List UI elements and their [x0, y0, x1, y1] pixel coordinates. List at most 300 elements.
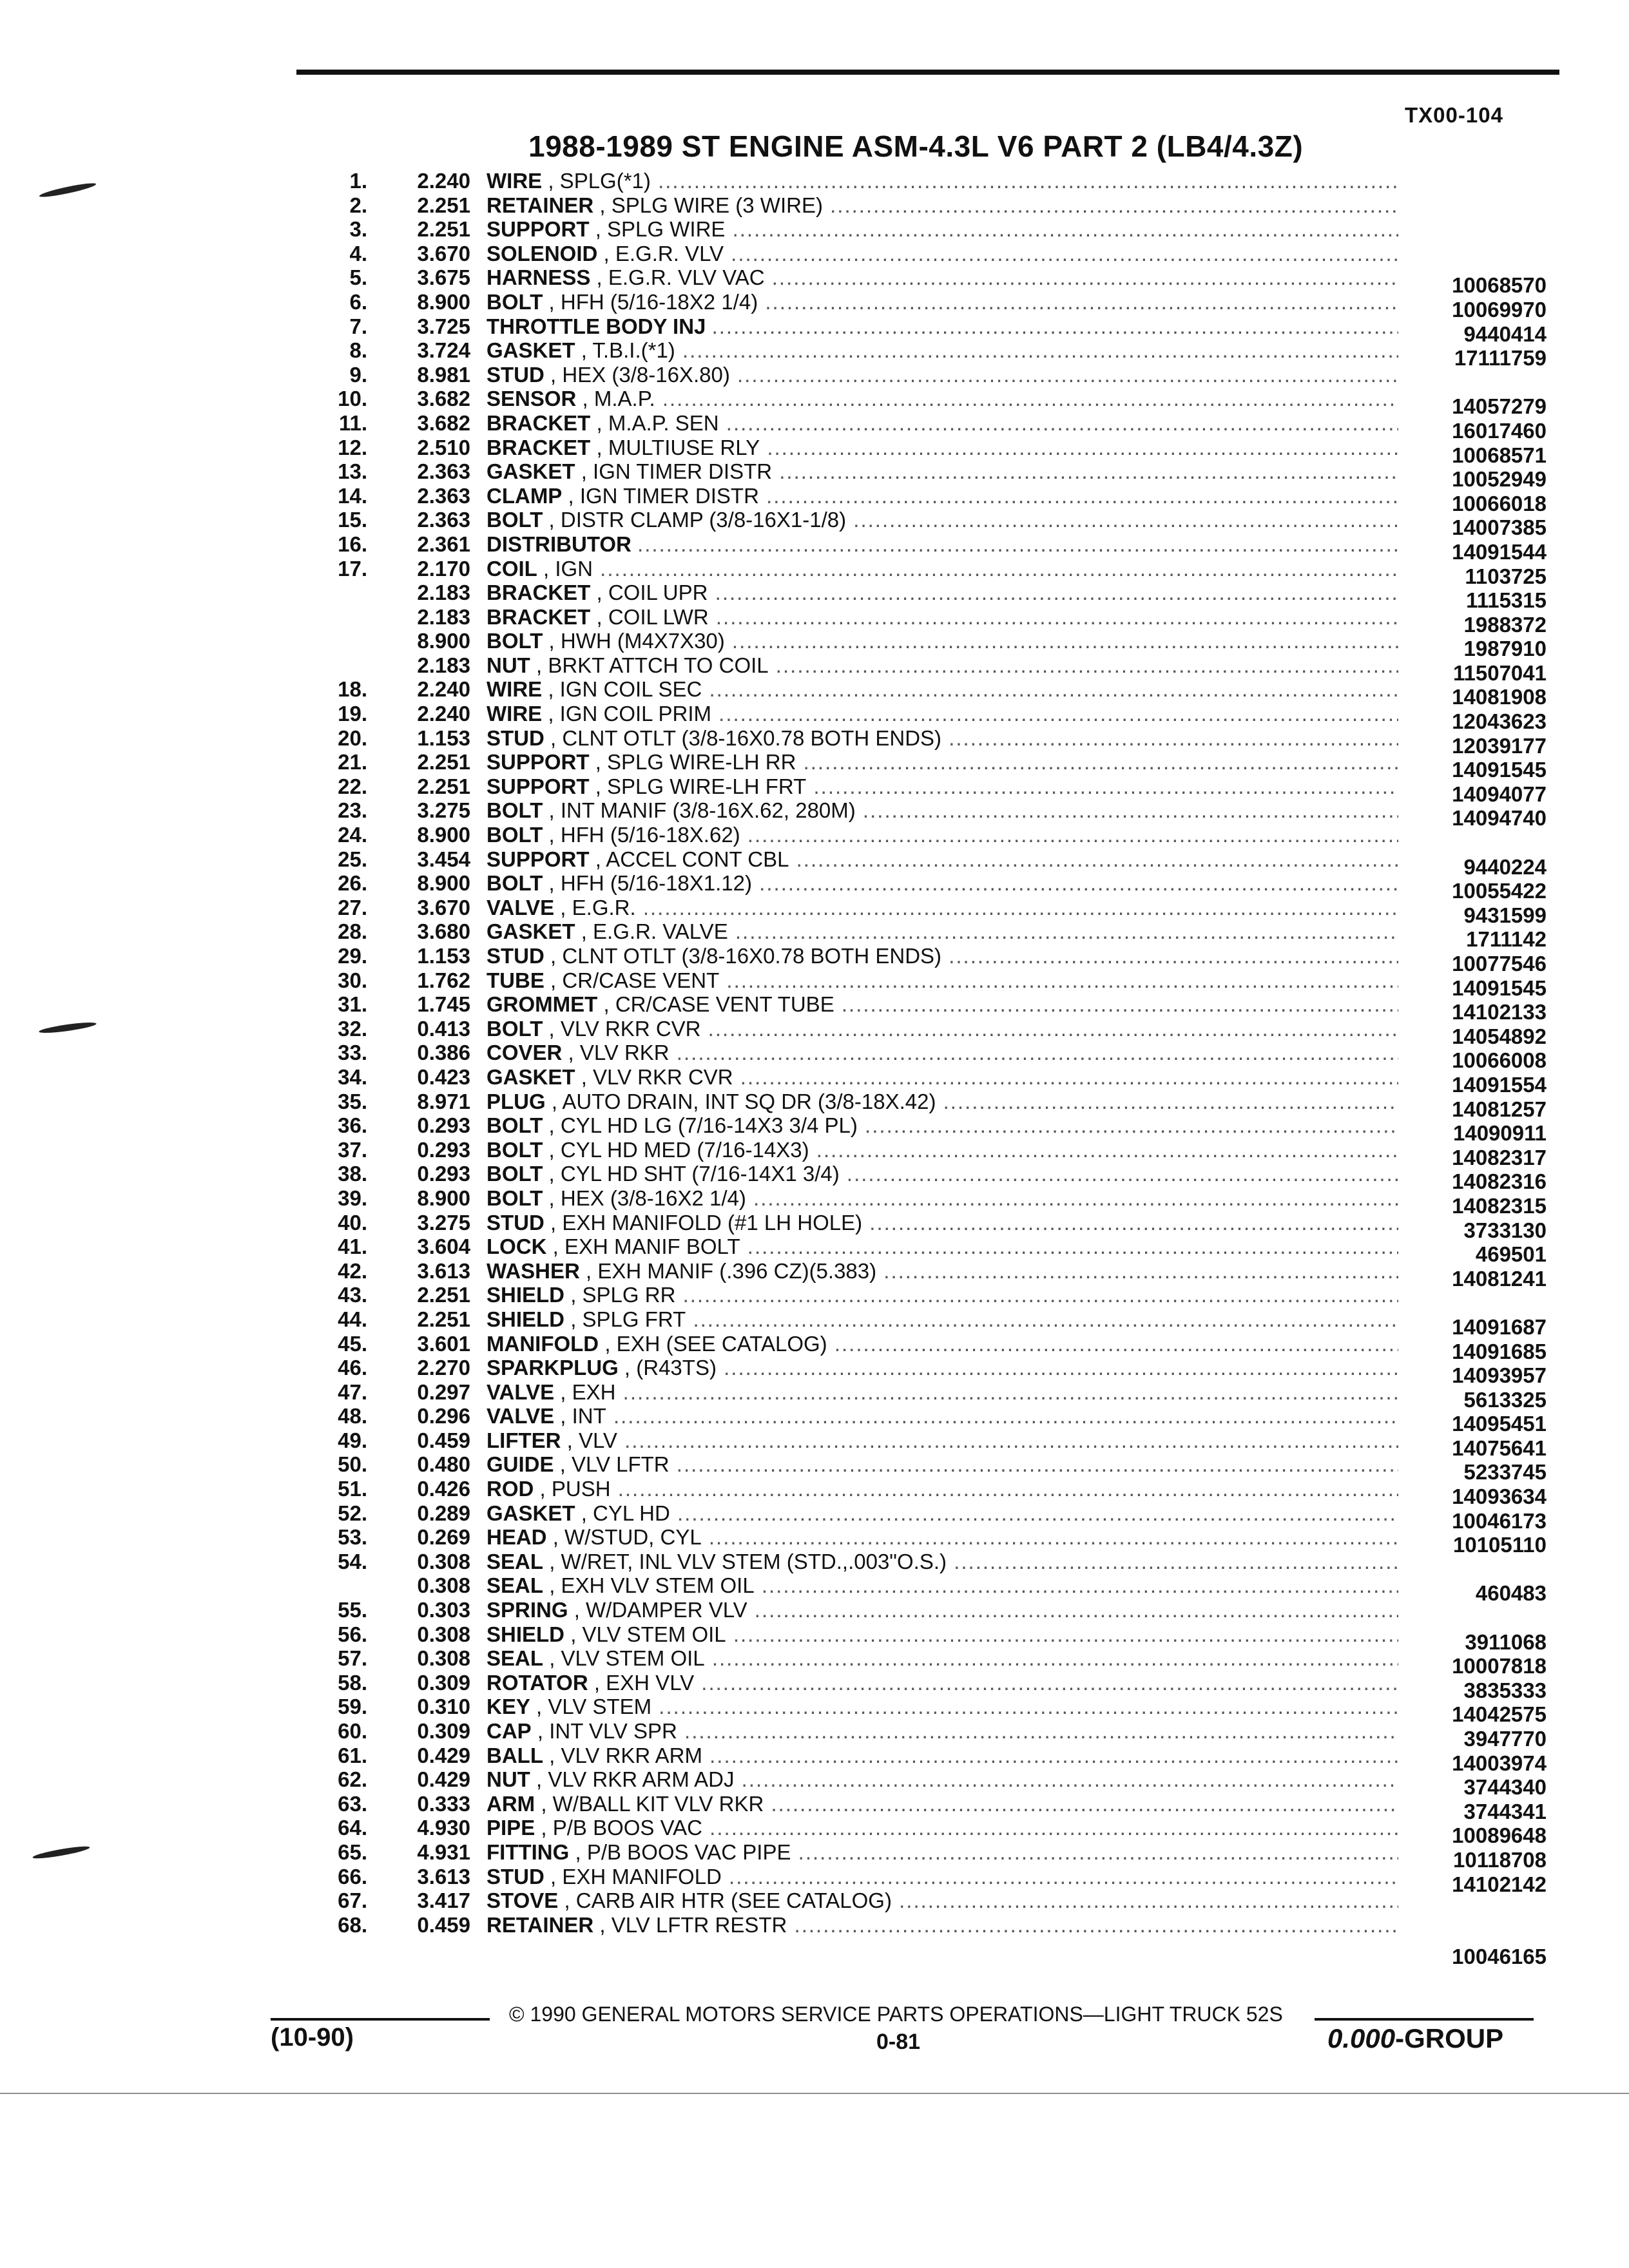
part-number: 14102142	[1452, 1872, 1547, 1896]
part-ref-number: 21.	[338, 750, 367, 774]
part-row	[322, 1743, 1547, 1775]
part-row	[322, 1089, 1547, 1121]
footer-group	[1327, 2023, 1503, 2054]
part-number: 5233745	[1463, 1460, 1547, 1485]
part-spec: , M.A.P. SEN	[596, 410, 719, 435]
part-ref-number: 6.	[349, 289, 367, 314]
part-spec: , VLV RKR ARM	[549, 1743, 702, 1767]
part-ref-number: 46.	[338, 1356, 367, 1380]
part-group-number: 0.308	[417, 1549, 470, 1573]
part-number: 1711142	[1466, 927, 1547, 952]
footer-rule	[1315, 2018, 1534, 2021]
part-ref-number: 13.	[338, 459, 367, 484]
part-group-number: 3.613	[417, 1864, 470, 1888]
part-spec: , SPLG(*1)	[548, 169, 651, 193]
part-number: 14082317	[1452, 1145, 1547, 1169]
part-ref-number: 62.	[338, 1767, 367, 1792]
part-name: SHIELD	[487, 1283, 565, 1307]
part-ref-number: 31.	[338, 992, 367, 1017]
part-number: 14091687	[1452, 1314, 1547, 1339]
part-description	[487, 1452, 1398, 1477]
part-spec: , EXH (SEE CATALOG)	[604, 1331, 827, 1356]
part-ref-number: 9.	[349, 362, 367, 387]
part-spec: , VLV STEM OIL	[549, 1646, 705, 1671]
part-spec: , HEX (3/8-16X.80)	[550, 362, 730, 387]
part-group-number: 2.363	[417, 483, 470, 508]
part-row	[322, 1404, 1547, 1436]
part-spec: , T.B.I.(*1)	[581, 338, 675, 363]
part-name: THROTTLE BODY INJ	[487, 314, 706, 338]
part-spec: , W/BALL KIT VLV RKR	[541, 1791, 764, 1816]
part-ref-number: 12.	[338, 435, 367, 459]
part-row	[322, 1913, 1547, 1937]
part-description	[487, 1211, 1398, 1235]
part-name: MANIFOLD	[487, 1331, 599, 1356]
part-group-number: 2.170	[417, 556, 470, 581]
part-number: 14094077	[1452, 782, 1547, 806]
part-ref-number: 44.	[338, 1307, 367, 1331]
part-name: COVER	[487, 1041, 563, 1065]
part-name: BOLT	[487, 1186, 543, 1210]
part-group-number: 2.251	[417, 1283, 470, 1307]
part-group-number: 2.251	[417, 774, 470, 798]
parts-list	[322, 169, 1547, 1969]
part-number: 10046173	[1452, 1508, 1547, 1533]
part-ref-number: 30.	[338, 968, 367, 992]
part-number: 14042575	[1452, 1702, 1547, 1727]
part-name: VALVE	[487, 895, 555, 919]
part-description	[487, 193, 1398, 218]
part-ref-number: 60.	[338, 1719, 367, 1743]
part-spec: , SPLG RR	[570, 1283, 676, 1307]
part-row	[322, 1379, 1547, 1412]
part-group-number: 3.724	[417, 338, 470, 363]
part-spec: , SPLG WIRE-LH FRT	[595, 774, 807, 798]
part-group-number: 3.682	[417, 387, 470, 411]
part-number: 17111759	[1454, 346, 1547, 370]
part-description	[487, 1113, 1398, 1138]
part-group-number: 0.297	[417, 1379, 470, 1404]
part-spec: , ACCEL CONT CBL	[595, 847, 789, 871]
part-description	[487, 1598, 1398, 1622]
part-description	[487, 1816, 1398, 1840]
part-number: 9440224	[1463, 854, 1547, 879]
part-group-number: 2.183	[417, 653, 470, 677]
part-number: 3947770	[1463, 1727, 1547, 1751]
part-name: GASKET	[487, 1064, 575, 1089]
part-name: SPRING	[487, 1598, 568, 1622]
part-group-number: 0.459	[417, 1428, 470, 1452]
part-ref-number: 38.	[338, 1162, 367, 1186]
part-description	[487, 1573, 1398, 1598]
part-group-number: 0.480	[417, 1452, 470, 1477]
part-group-number: 3.454	[417, 847, 470, 871]
part-description	[487, 1065, 1398, 1090]
part-number: 11507041	[1452, 660, 1547, 685]
part-spec: , INT	[560, 1404, 606, 1428]
part-spec: , EXH MANIF BOLT	[552, 1235, 740, 1259]
part-ref-number: 52.	[338, 1501, 367, 1525]
part-description	[487, 702, 1398, 726]
part-spec: , CR/CASE VENT TUBE	[603, 992, 834, 1017]
part-description	[487, 1671, 1398, 1695]
part-description	[487, 944, 1398, 968]
part-description	[487, 314, 1398, 339]
part-ref-number: 43.	[338, 1283, 367, 1307]
scan-mark	[32, 1844, 90, 1860]
part-row	[322, 1235, 1547, 1267]
part-row	[322, 1840, 1547, 1872]
part-group-number: 0.429	[417, 1743, 470, 1767]
part-group-number: 0.293	[417, 1162, 470, 1186]
part-ref-number: 48.	[338, 1404, 367, 1428]
part-name: BRACKET	[487, 435, 591, 459]
part-group-number: 8.900	[417, 871, 470, 896]
part-group-number: 0.413	[417, 1016, 470, 1041]
part-row	[322, 169, 1547, 193]
part-group-number: 0.459	[417, 1912, 470, 1937]
part-spec: , W/RET, INL VLV STEM (STD.,.003"O.S.)	[549, 1549, 947, 1573]
part-group-number: 3.670	[417, 895, 470, 919]
part-ref-number: 24.	[338, 823, 367, 847]
part-number: 12039177	[1452, 733, 1547, 758]
part-group-number: 0.308	[417, 1622, 470, 1646]
part-ref-number: 42.	[338, 1258, 367, 1283]
part-spec: , IGN TIMER DISTR	[581, 459, 773, 484]
part-name: SUPPORT	[487, 217, 590, 242]
part-number: 14075641	[1452, 1436, 1547, 1460]
part-description	[487, 459, 1398, 484]
part-spec: , INT VLV SPR	[537, 1719, 677, 1743]
part-spec: , IGN TIMER DISTR	[568, 483, 759, 508]
part-number: 3744340	[1463, 1775, 1547, 1800]
part-group-number: 3.613	[417, 1258, 470, 1283]
part-group-number: 2.363	[417, 508, 470, 532]
part-spec: , AUTO DRAIN, INT SQ DR (3/8-18X.42)	[551, 1089, 936, 1113]
part-name: NUT	[487, 653, 530, 677]
footer-rule	[271, 2018, 490, 2021]
part-number: 10007818	[1452, 1654, 1547, 1678]
part-row	[322, 532, 1547, 564]
part-name: STUD	[487, 944, 545, 968]
part-spec: , COIL UPR	[596, 581, 708, 605]
part-name: LIFTER	[487, 1428, 561, 1452]
part-name: SOLENOID	[487, 241, 598, 265]
part-number: 10068570	[1452, 273, 1547, 298]
part-description	[487, 1404, 1398, 1428]
part-ref-number: 25.	[338, 847, 367, 871]
part-row	[322, 774, 1547, 806]
part-name: WASHER	[487, 1258, 580, 1283]
part-group-number: 3.675	[417, 265, 470, 290]
part-name: SEAL	[487, 1646, 544, 1671]
part-row	[322, 847, 1547, 879]
part-group-number: 2.183	[417, 604, 470, 629]
part-description	[487, 1307, 1398, 1332]
part-description	[487, 290, 1398, 314]
page-title: 1988-1989 ST ENGINE ASM-4.3L V6 PART 2 (LB4/4.3Z)	[528, 130, 1304, 163]
part-number: 14054892	[1452, 1024, 1547, 1048]
part-ref-number: 35.	[338, 1089, 367, 1113]
part-description	[487, 1744, 1398, 1768]
part-group-number: 1.745	[417, 992, 470, 1017]
part-number: 9440414	[1463, 322, 1547, 346]
part-row	[322, 1283, 1547, 1307]
part-description	[487, 1622, 1398, 1647]
part-spec: , E.G.R. VLV	[603, 241, 724, 265]
part-description	[487, 508, 1398, 532]
part-name: GROMMET	[487, 992, 598, 1017]
part-description	[487, 1888, 1398, 1913]
part-ref-number: 64.	[338, 1816, 367, 1840]
part-spec: , SPLG WIRE (3 WIRE)	[599, 193, 823, 217]
part-name: WIRE	[487, 169, 543, 193]
part-name: VALVE	[487, 1404, 555, 1428]
part-group-number: 8.971	[417, 1089, 470, 1113]
part-row	[322, 1162, 1547, 1194]
part-spec: , MULTIUSE RLY	[596, 435, 760, 459]
part-group-number: 0.296	[417, 1404, 470, 1428]
part-ref-number: 34.	[338, 1064, 367, 1089]
part-description	[487, 557, 1398, 581]
part-number: 10066008	[1452, 1048, 1547, 1073]
part-row	[322, 1767, 1547, 1800]
part-name: GASKET	[487, 919, 575, 944]
part-ref-number: 57.	[338, 1646, 367, 1671]
part-description	[487, 1332, 1398, 1356]
part-name: BOLT	[487, 289, 543, 314]
part-number: 3733130	[1463, 1218, 1547, 1242]
part-spec: , DISTR CLAMP (3/8-16X1-1/8)	[548, 508, 847, 532]
part-description	[487, 629, 1398, 653]
part-name: STOVE	[487, 1888, 559, 1913]
part-row	[322, 459, 1547, 492]
part-ref-number: 15.	[338, 508, 367, 532]
part-row	[322, 1331, 1547, 1363]
top-rule	[296, 70, 1559, 75]
part-ref-number: 10.	[338, 387, 367, 411]
part-description	[487, 532, 1398, 557]
part-number: 1988372	[1463, 612, 1547, 637]
part-spec: , E.G.R. VALVE	[581, 919, 728, 944]
part-ref-number: 39.	[338, 1186, 367, 1210]
part-row	[322, 1550, 1547, 1574]
part-description	[487, 338, 1398, 363]
part-spec: , VLV RKR CVR	[548, 1016, 701, 1041]
part-row	[322, 750, 1547, 782]
part-row	[322, 1816, 1547, 1848]
part-name: BOLT	[487, 823, 543, 847]
part-row	[322, 604, 1547, 637]
part-spec: , CYL HD MED (7/16-14X3)	[548, 1137, 809, 1162]
part-ref-number: 58.	[338, 1670, 367, 1695]
part-number: 3744341	[1463, 1799, 1547, 1823]
part-number: 3835333	[1463, 1678, 1547, 1702]
part-spec: , EXH VLV STEM OIL	[549, 1573, 755, 1598]
part-ref-number: 28.	[338, 919, 367, 944]
part-name: SEAL	[487, 1549, 544, 1573]
part-ref-number: 19.	[338, 702, 367, 726]
part-row	[322, 1186, 1547, 1218]
part-description	[487, 217, 1398, 242]
part-group-number: 2.183	[417, 581, 470, 605]
part-name: SHIELD	[487, 1622, 565, 1646]
part-name: GUIDE	[487, 1452, 554, 1477]
part-description	[487, 1501, 1398, 1526]
part-row	[322, 1258, 1547, 1291]
part-group-number: 8.900	[417, 289, 470, 314]
part-ref-number: 14.	[338, 483, 367, 508]
part-number: 14102133	[1452, 1000, 1547, 1024]
footer-group-label: -GROUP	[1395, 2023, 1504, 2053]
part-ref-number: 68.	[338, 1912, 367, 1937]
part-description	[487, 605, 1398, 629]
part-ref-number: 56.	[338, 1622, 367, 1646]
part-name: RETAINER	[487, 193, 594, 217]
part-ref-number: 54.	[338, 1549, 367, 1573]
part-number: 5613325	[1463, 1387, 1547, 1412]
part-group-number: 3.275	[417, 798, 470, 823]
part-row	[322, 1041, 1547, 1073]
part-group-number: 8.981	[417, 362, 470, 387]
part-row	[322, 1064, 1547, 1097]
part-row	[322, 1646, 1547, 1678]
part-ref-number: 2.	[349, 193, 367, 217]
part-ref-number: 50.	[338, 1452, 367, 1477]
part-ref-number: 23.	[338, 798, 367, 823]
part-group-number: 1.153	[417, 944, 470, 968]
part-number: 14057279	[1452, 394, 1547, 419]
part-name: CAP	[487, 1719, 532, 1743]
part-spec: , IGN	[543, 556, 593, 581]
part-group-number: 3.601	[417, 1331, 470, 1356]
part-group-number: 3.604	[417, 1235, 470, 1259]
part-group-number: 0.310	[417, 1695, 470, 1719]
part-ref-number: 67.	[338, 1888, 367, 1913]
part-row	[322, 1428, 1547, 1460]
part-group-number: 2.251	[417, 750, 470, 774]
part-name: SPARKPLUG	[487, 1356, 619, 1380]
part-name: GASKET	[487, 459, 575, 484]
part-group-number: 1.762	[417, 968, 470, 992]
footer-date: (10-90)	[271, 2023, 354, 2052]
part-description	[487, 1380, 1398, 1405]
part-group-number: 3.680	[417, 919, 470, 944]
part-name: KEY	[487, 1695, 530, 1719]
part-number: 14095451	[1452, 1412, 1547, 1436]
part-row	[322, 919, 1547, 952]
part-ref-number: 17.	[338, 556, 367, 581]
part-spec: , VLV STEM	[536, 1695, 652, 1719]
part-group-number: 0.303	[417, 1598, 470, 1622]
part-name: STUD	[487, 1210, 545, 1235]
scan-mark	[39, 181, 97, 199]
part-description	[487, 1283, 1398, 1307]
part-name: BRACKET	[487, 604, 591, 629]
part-ref-number: 65.	[338, 1840, 367, 1864]
part-ref-number: 8.	[349, 338, 367, 363]
part-number: 14090911	[1452, 1121, 1547, 1146]
part-name: BRACKET	[487, 581, 591, 605]
part-spec: , M.A.P.	[582, 387, 655, 411]
part-group-number: 8.900	[417, 823, 470, 847]
part-spec: , VLV LFTR	[559, 1452, 670, 1477]
part-row	[322, 363, 1547, 387]
part-description	[487, 896, 1398, 920]
part-description	[487, 1695, 1398, 1719]
part-name: SENSOR	[487, 387, 577, 411]
part-name: PLUG	[487, 1089, 546, 1113]
part-spec: , EXH VLV	[593, 1670, 695, 1695]
part-row	[322, 338, 1547, 370]
part-number: 1987910	[1463, 637, 1547, 661]
part-spec: , HFH (5/16-18X.62)	[548, 823, 740, 847]
part-spec: , CYL HD LG (7/16-14X3 3/4 PL)	[548, 1113, 858, 1138]
part-row	[322, 217, 1547, 242]
part-description	[487, 1041, 1398, 1065]
part-name: WIRE	[487, 677, 543, 702]
part-row	[322, 968, 1547, 1000]
part-spec: , P/B BOOS VAC	[541, 1816, 703, 1840]
part-spec: , CLNT OTLT (3/8-16X0.78 BOTH ENDS)	[550, 944, 942, 968]
part-name: BOLT	[487, 508, 543, 532]
part-row	[322, 242, 1547, 266]
part-description	[487, 436, 1398, 460]
part-description	[487, 823, 1398, 847]
part-name: ROD	[487, 1477, 534, 1501]
part-description	[487, 363, 1398, 387]
part-name: STUD	[487, 1864, 545, 1888]
part-name: GASKET	[487, 338, 575, 363]
part-spec: , VLV LFTR RESTR	[599, 1912, 787, 1937]
part-name: STUD	[487, 726, 545, 750]
part-name: WIRE	[487, 702, 543, 726]
part-ref-number: 7.	[349, 314, 367, 338]
part-row	[322, 387, 1547, 419]
part-name: TUBE	[487, 968, 545, 992]
part-ref-number: 37.	[338, 1137, 367, 1162]
part-description	[487, 581, 1398, 605]
part-group-number: 0.423	[417, 1064, 470, 1089]
part-number: 10055422	[1452, 879, 1547, 903]
part-group-number: 0.386	[417, 1041, 470, 1065]
part-group-number: 8.900	[417, 1186, 470, 1210]
part-spec: , CYL HD SHT (7/16-14X1 3/4)	[548, 1162, 840, 1186]
part-row	[322, 508, 1547, 540]
part-spec: , E.G.R. VLV VAC	[596, 265, 765, 290]
part-number: 9431599	[1463, 903, 1547, 927]
part-row	[322, 1719, 1547, 1751]
part-ref-number: 11.	[338, 410, 367, 435]
part-ref-number: 27.	[338, 895, 367, 919]
part-description	[487, 1428, 1398, 1453]
part-name: BOLT	[487, 871, 543, 896]
part-group-number: 2.240	[417, 169, 470, 193]
part-name: BOLT	[487, 629, 543, 653]
part-row	[322, 1113, 1547, 1146]
part-spec: , BRKT ATTCH TO COIL	[536, 653, 769, 677]
part-number: 1103725	[1465, 564, 1547, 588]
part-ref-number: 63.	[338, 1791, 367, 1816]
part-description	[487, 1259, 1398, 1283]
part-name: BALL	[487, 1743, 543, 1767]
part-ref-number: 4.	[349, 241, 367, 265]
part-name: BOLT	[487, 1162, 543, 1186]
part-row	[322, 1137, 1547, 1169]
part-number: 14081241	[1452, 1266, 1547, 1291]
part-group-number: 8.900	[417, 629, 470, 653]
part-description	[487, 1913, 1398, 1937]
